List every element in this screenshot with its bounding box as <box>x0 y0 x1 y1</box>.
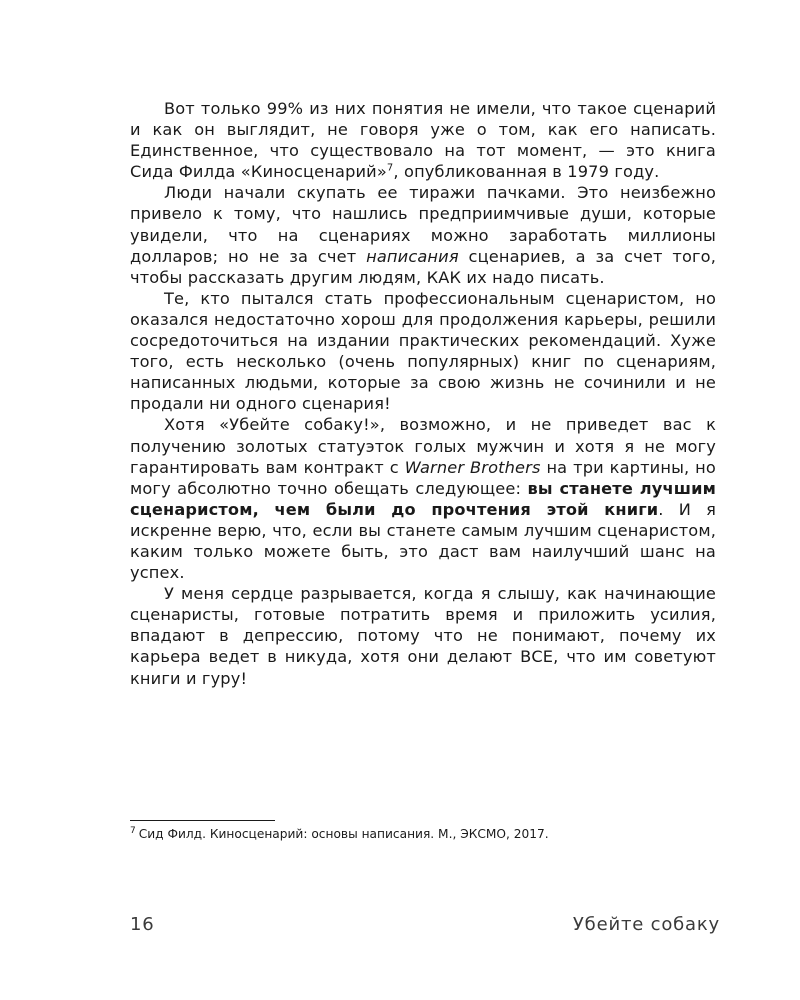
footnote <box>130 826 716 842</box>
text-run: Те, кто пытался стать профессиональным сценаристом, но оказался недостаточно хорош для продолжения карьеры, решили сосредоточиться на издании практических рекомендаций. Хуже того, есть несколько (очень популярных) книг по сценариям, написанных людьми, которые за свою жизнь не сочинили и не продали ни одного сценария! <box>130 288 716 414</box>
text-run: на три картины, но могу абсолютно точно обещать следующее: <box>130 457 716 498</box>
paragraph <box>130 583 716 688</box>
footnote-text: Сид Филд. Киносценарий: основы написания. М., ЭКСМО, 2017. <box>138 827 549 841</box>
footnote-divider <box>130 820 275 821</box>
text-run: Вот только 99% из них понятия не имели, что такое сценарий и как он выглядит, не говоря уже о том, как его написать. Единственное, что существовало на тот момент, — это книга Сида Филда «Киносценарий» <box>130 99 716 182</box>
text-run: У меня сердце разрывается, когда я слышу, как начинающие сценаристы, готовые потратить время и приложить усилия, впадают в депрессию, потому что не понимают, почему их карьера ведет в никуда, хотя они делают ВСЕ, что им советуют книги и гуру! <box>130 584 716 688</box>
paragraph <box>130 182 716 287</box>
text-run: , опубликованная в 1979 году. <box>393 162 660 182</box>
italic-text: Warner Brothers <box>404 457 541 477</box>
text-run: . И я искренне верю, что, если вы станете самым лучшим сценаристом, каким только можете быть, это даст вам наилучший шанс на успех. <box>130 499 716 583</box>
footnote-reference: 7 <box>386 162 394 174</box>
page-number: 16 <box>130 914 155 935</box>
text-run: Люди начали скупать ее тиражи пачками. Это неизбежно привело к тому, что нашлись предприимчивые души, которые увидели, что на сценариях можно заработать миллионы долларов; но не за счет <box>130 183 716 266</box>
paragraph <box>130 98 716 182</box>
paragraph <box>130 288 716 415</box>
text-run: сценариев, а за счет того, чтобы рассказать другим людям, КАК их надо писать. <box>130 246 716 287</box>
running-title: Убейте собаку <box>572 914 720 935</box>
italic-text: написания <box>366 246 459 266</box>
paragraph <box>130 414 716 583</box>
bold-text: вы станете лучшим сценаристом, чем были до прочтения этой книги <box>130 478 716 519</box>
text-run: Хотя «Убейте собаку!», возможно, и не приведет вас к получению золотых статуэток голых мужчин и хотя я не могу гарантировать вам контракт с <box>130 415 716 477</box>
page-footer <box>130 914 720 940</box>
footnote-marker: 7 <box>130 825 136 836</box>
body-text <box>130 98 716 689</box>
